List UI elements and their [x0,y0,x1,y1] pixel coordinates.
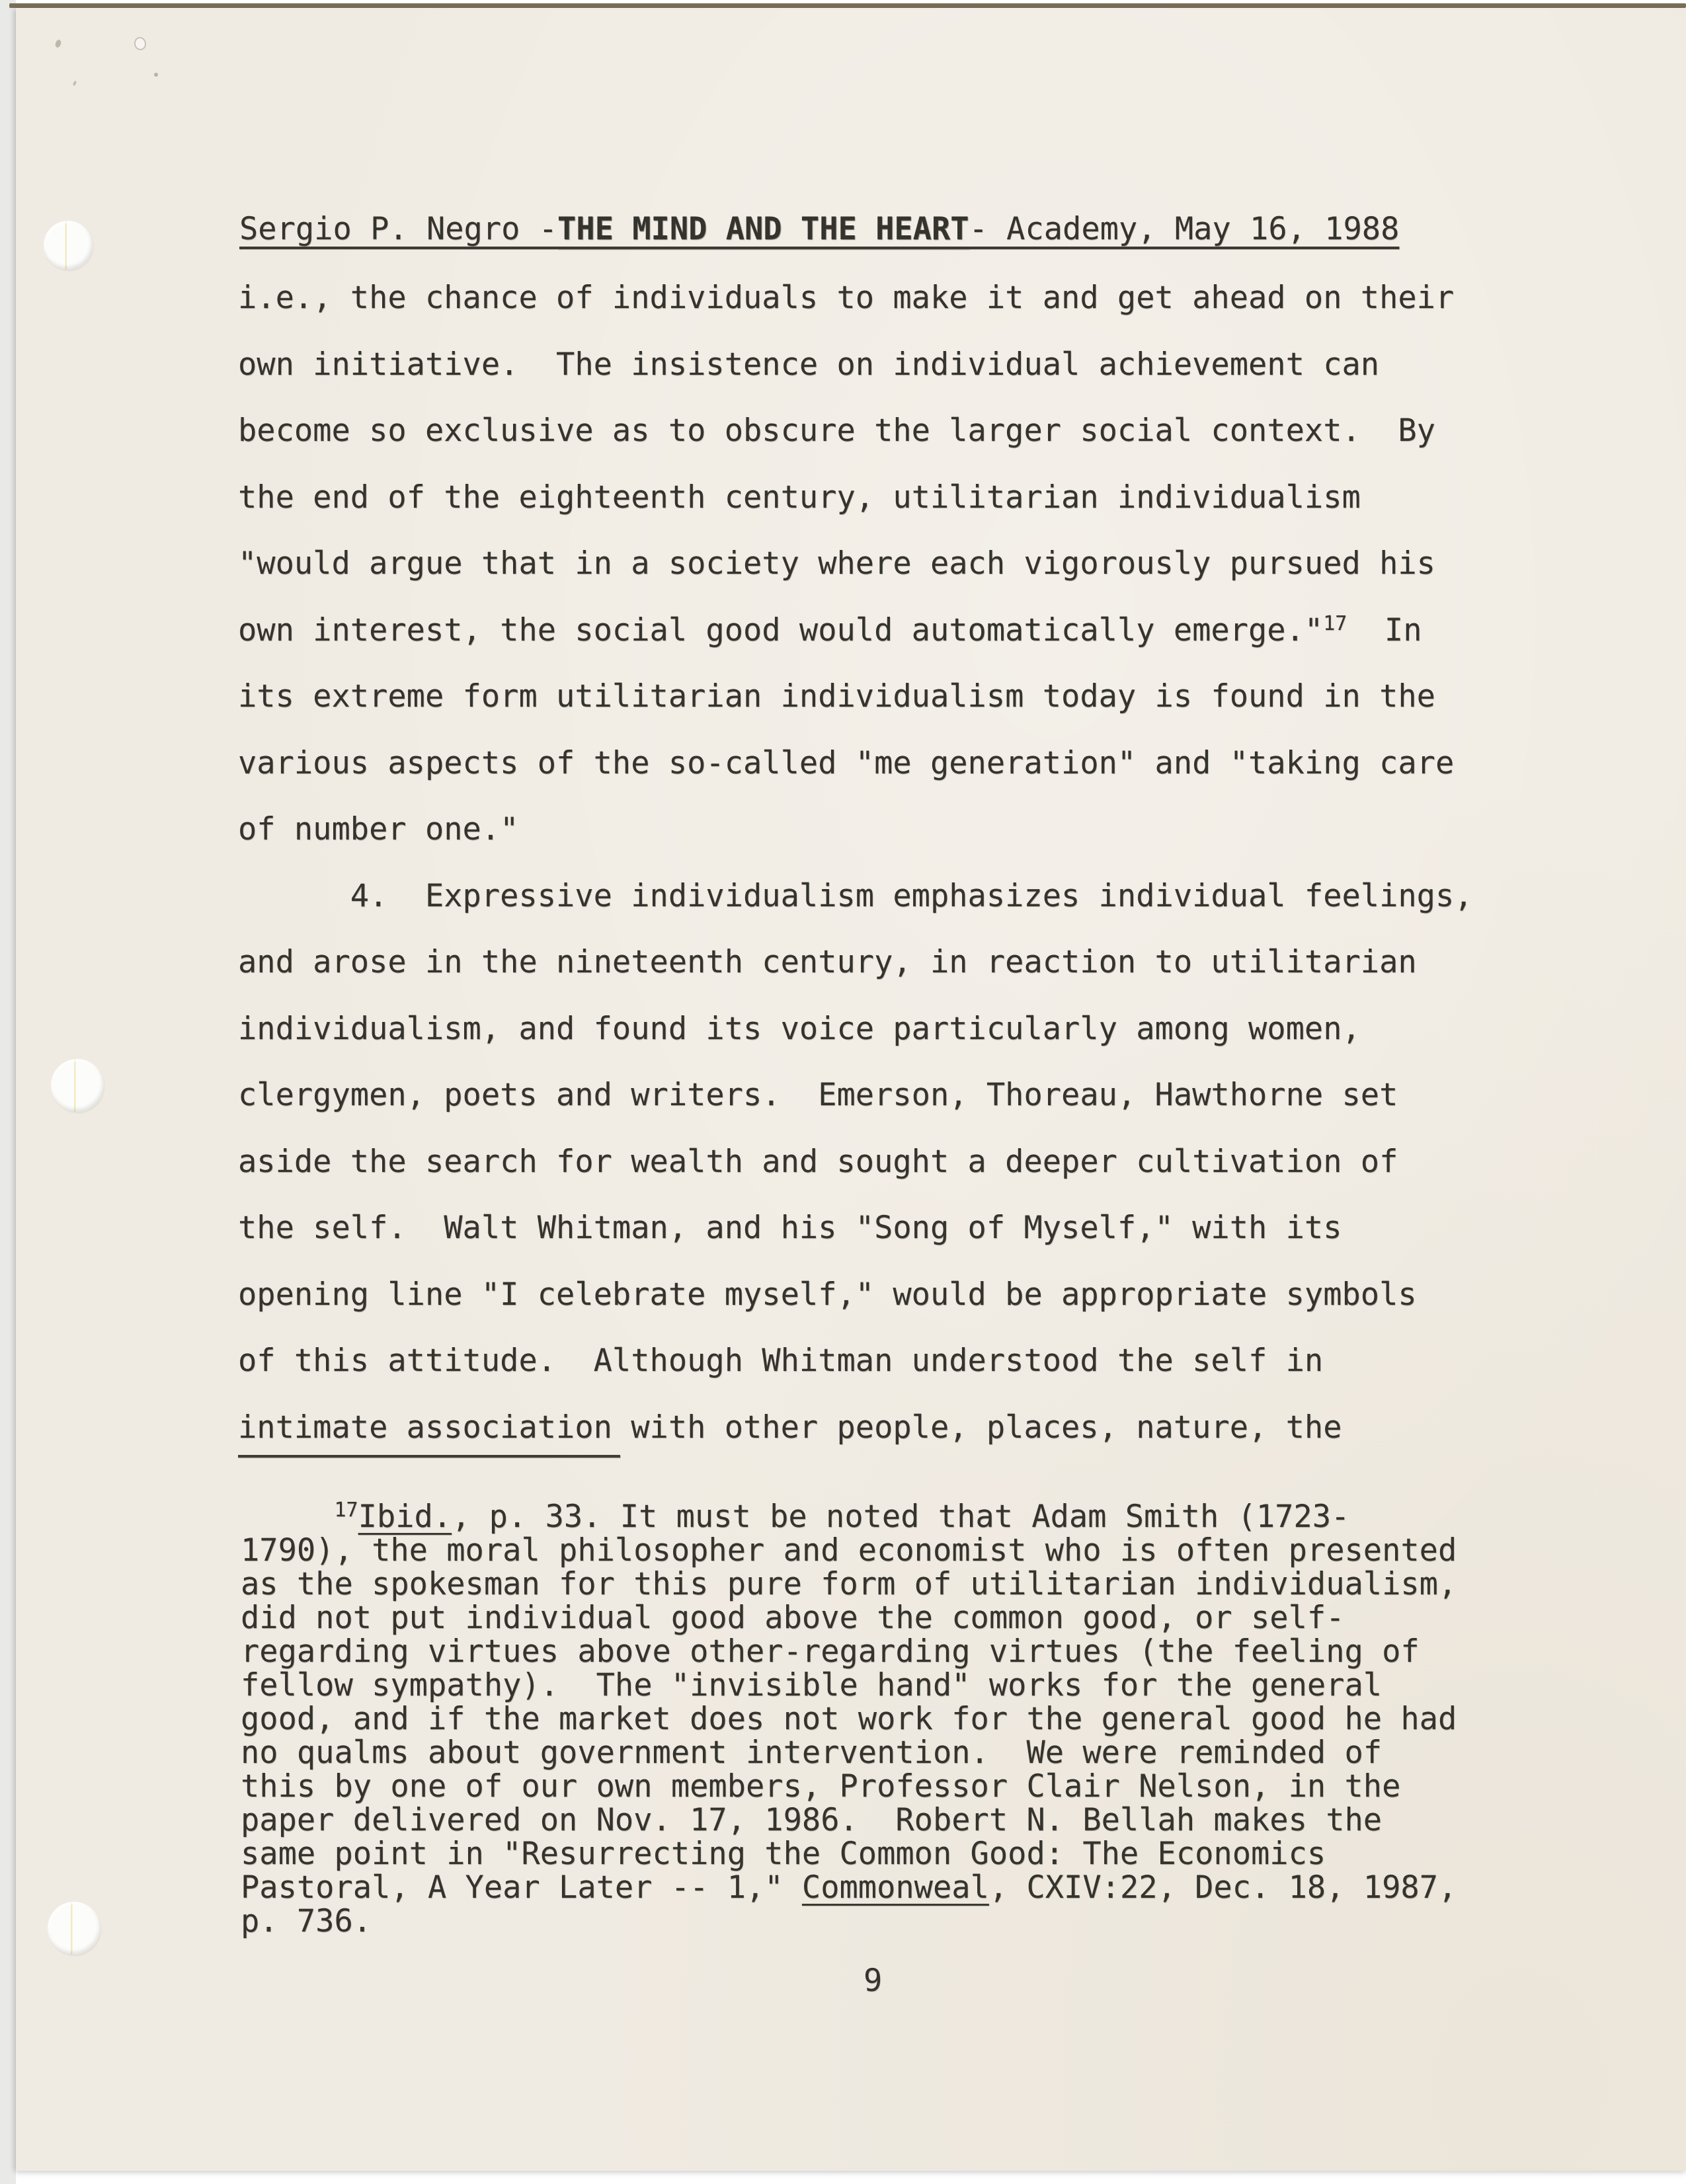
footnote-separator-rule [238,1455,620,1458]
body-text-line: become so exclusive as to obscure the larger social context. By [238,412,1435,449]
body-text-line: own initiative. The insistence on individual achievement can [238,346,1380,383]
body-text-line: own interest, the social good would automatically emerge."$^{17}$ In [238,611,1422,648]
body-text-line: the end of the eighteenth century, utilitarian individualism [238,479,1361,516]
footnote-text-line: as the spokesman for this pure form of utilitarian individualism, [241,1566,1457,1602]
footnote-text-line: did not put individual good above the common good, or self- [241,1600,1345,1636]
body-text-line: individualism, and found its voice particularly among women, [238,1010,1361,1047]
body-text-line: intimate association with other people, places, nature, the [238,1409,1342,1446]
punch-hole-top [44,221,93,270]
body-text-line: "would argue that in a society where each vigorously pursued his [238,545,1435,582]
body-text-line: various aspects of the so-called "me generation" and "taking care [238,744,1455,781]
body-text-line: of this attitude. Although Whitman understood the self in [238,1343,1324,1379]
body-text-line: opening line "I celebrate myself," would be appropriate symbols [238,1276,1417,1313]
header-line: Sergio P. Negro -THE MIND AND THE HEART- Academy, May 16, 1988 [239,211,1400,247]
body-text-line: aside the search for wealth and sought a deeper cultivation of [238,1143,1398,1180]
punch-hole-bottom [48,1902,100,1955]
paper-speck [154,73,158,77]
body-text-line: and arose in the nineteenth century, in reaction to utilitarian [238,944,1417,980]
footnote-text-line: paper delivered on Nov. 17, 1986. Robert N. Bellah makes the [241,1802,1383,1838]
footnote-text-line: good, and if the market does not work for the general good he had [241,1701,1457,1737]
footnote-text-line: fellow sympathy). The "invisible hand" works for the general [241,1667,1383,1703]
page-top-edge [9,3,1686,8]
body-text-line: clergymen, poets and writers. Emerson, Thoreau, Hawthorne set [238,1077,1398,1113]
footnote-text-line: p. 736. [241,1903,372,1939]
body-text-line: 4. Expressive individualism emphasizes individual feelings, [238,877,1473,914]
body-text-line: the self. Walt Whitman, and his "Song of Myself," with its [238,1210,1342,1246]
footnote-text-line: $^{17}$Ibid., p. 33. It must be noted that Adam Smith (1723- [334,1499,1350,1535]
footnote-text-line: regarding virtues above other-regarding virtues (the feeling of [241,1633,1420,1670]
footnote-text-line: no qualms about government intervention. We were reminded of [241,1735,1383,1771]
footnote-text-line: this by one of our own members, Professor Clair Nelson, in the [241,1768,1401,1805]
footnote-text-line: Pastoral, A Year Later -- 1," Commonweal, CXIV:22, Dec. 18, 1987, [241,1869,1457,1906]
body-text-line: of number one." [238,811,519,847]
page-number: 9 [863,1963,883,1999]
punch-hole-middle [51,1059,104,1112]
body-text-line: its extreme form utilitarian individualism today is found in the [238,678,1435,715]
body-text-line: i.e., the chance of individuals to make it and get ahead on their [238,280,1455,316]
footnote-text-line: same point in "Resurrecting the Common Good: The Economics [241,1836,1326,1872]
footnote-text-line: 1790), the moral philosopher and economist who is often presented [241,1532,1457,1569]
